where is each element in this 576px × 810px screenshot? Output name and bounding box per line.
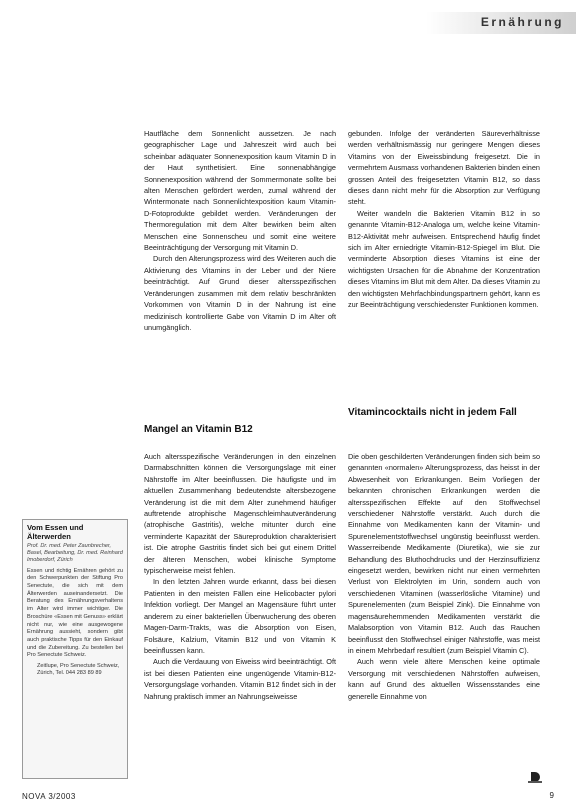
magazine-logo-icon [528, 770, 542, 784]
paragraph: Auch wenn viele ältere Menschen keine optimale Versorgung mit verschiedenen Nährstoffen aufweisen, kann auf Grund des aktuellen Wissensstandes eine generelle Einnahme von [348, 657, 540, 701]
section-tag [426, 12, 576, 34]
right-column-top [348, 128, 540, 311]
paragraph: gebunden. Infolge der veränderten Säureverhältnisse werden verhältnismässig nur geringere Mengen dieses Vitamins von der Eiweissbindung freigesetzt. Die in vermehrtem Ausmass vorhandenen Bakterien binden einen grossen Anteil des freigesetzten Vitamin B12, so dass dieses dann nicht mehr für die Absorption zur Verfügung steht. [348, 129, 540, 207]
left-column-bottom [144, 451, 336, 702]
info-box-byline: Prof. Dr. med. Peter Zaunbrecher, Basel, Bearbeitung, Dr. med. Reinhard Imoberdorf, Zürich [27, 543, 123, 564]
paragraph: Auch altersspezifische Veränderungen in den einzelnen Darmabschnitten können die Versorgungslage mit einer Nährstoffe im Alter beeinflussen. Die häufigste und im aktuellen Zusammenhang bedeutendste altersbezogene Veränderung ist die mit dem Alter zunehmend häufiger auftretende atrophische Magenschleimhautveränderung (atrophische Gastritis), welche mitunter durch eine verminderte Kapazität der Säureproduktion charakterisiert ist. Die atrophe Gastritis findet sich bei gut einem Drittel der älteren Menschen, wobei klinische Symptome typischerweise meist fehlen. [144, 452, 336, 576]
paragraph: Hautfläche dem Sonnenlicht aussetzen. Je nach geographischer Lage und Jahreszeit wird auch bei scheinbar adäquater Sonnenexposition kaum Vitamin D in der Haut synthetisiert. Eine sonnenabhängige Sonnenexposition während der Sommermonate sollte bei alten Menschen gefördert werden, zumal während der Wintermonate nach Sonnenlichtexposition kaum Vitamin-D-Fotoprodukte gebildet werden. Veränderungen der Thermoregulation mit dem Alter bewirken beim alten Menschen eine Sonnenscheu und somit eine weitere Beeinträchtigung der Versorgung mit Vitamin D. [144, 129, 336, 253]
paragraph: Weiter wandeln die Bakterien Vitamin B12 in so genannte Vitamin-B12-Analoga um, welche keine Vitamin-B12-Aktivität mehr aufweisen. Entsprechend häufig findet sich im Alter erniedrigte Vitamin-B12-Spiegel im Blut. Die verminderte Absorption dieses Vitamins ist eine der wichtigsten Ursachen für die Abnahme der Konzentration dieses Vitamins im Blut mit dem Alter. Da dieses Vitamin zu den wichtigsten Mehrfachbindungspartnern gehört, kann es zur Beeinträchtigung verschiedenster Funktionen kommen. [348, 208, 540, 310]
info-box-title: Vom Essen und Älterwerden [27, 523, 84, 541]
page-number: 9 [549, 791, 554, 800]
info-box-body: Essen und richtig Ernähren gehört zu den Schwerpunkten der Stiftung Pro Senectute, die sich mit dem Älterwerden auseinandersetzt. Die Beratung des Ernährungsverhaltens im Alter wird immer wichtiger. Die Broschüre «Essen mit Genuss» erklärt nicht nur, wie eine ausgewogene Ernährung aussieht, sondern gibt auch praktische Tipps für den Einkauf und die Zubereitung. Zu bestellen bei Pro Senectute Schweiz. [27, 567, 123, 659]
info-box [22, 519, 128, 779]
left-heading-block [144, 423, 336, 436]
right-column-bottom [348, 451, 540, 702]
issue-label: NOVA 3/2003 [22, 792, 76, 801]
section-heading: Vitamincocktails nicht in jedem Fall [348, 407, 517, 418]
section-heading: Mangel an Vitamin B12 [144, 424, 253, 435]
paragraph: In den letzten Jahren wurde erkannt, dass bei diesen Patienten in den meisten Fällen eine Helicobacter pylori Infektion vorliegt. Der Mangel an Magensäure führt unter anderem zu einer bakteriellen Überwucherung des oberen Magen-Darm-Trakts, was die Absorption von Eisen, Folsäure, Kalzium, Vitamin B12 und von Vitamin K beeinflussen kann. [144, 577, 336, 655]
paragraph: Auch die Verdauung von Eiweiss wird beeinträchtigt. Oft ist bei diesen Patienten eine ungenügende Vitamin-B12-Versorgungslage vorhanden. Vitamin B12 findet sich in der Nahrung praktisch immer an Nahrungseiweisse [144, 657, 336, 701]
paragraph: Durch den Alterungsprozess wird des Weiteren auch die Aktivierung des Vitamins in der Leber und der Niere beeinträchtigt. Auf Grund dieser altersspezifischen Veränderungen zusammen mit dem relativ beschränkten Vorkommen von Vitamin D in der Nahrung ist eine medizinisch kontrollierte Gabe von Vitamin D im Alter oft unumgänglich. [144, 254, 336, 332]
info-box-contact: Zeitlupe, Pro Senectute Schweiz, Zürich, Tel. 044 283 89 89 [37, 663, 120, 677]
paragraph: Die oben geschilderten Veränderungen finden sich beim so genannten «normalen» Alterungsprozess, das heisst in der Abwesenheit von Erkrankungen. Beim Vorliegen der bekannten chronischen Erkrankungen werden die altersspezifischen Effekte auf den Stoffwechsel verschiedener Nährstoffe verstärkt. Auch durch die Einnahme von Medikamenten kann der Vitamin- und Spurenelementstoffwechsel ungünstig beeinflusst werden. Wasserreibende Medikamente (Diuretika), wie sie zur Behandlung des Bluthochdrucks und der Herzinsuffizienz eingesetzt werden, bewirken nicht nur einen vermehrten Verlust von Elektrolyten im Urin, sondern auch von verschiedenen Vitaminen (wasserlösliche Vitamine) und Spurenelementen (zum Beispiel Zink). Die Einnahme von magensäurehemmenden Medikamenten verstärkt die Malabsorption von Vitamin B12. Auch das Rauchen beeinflusst den Stoffwechsel einiger Nährstoffe, was meist in einem Mehrbedarf resultiert (zum Beispiel Vitamin C). [348, 452, 540, 655]
right-heading-block [348, 406, 540, 419]
left-column-top [144, 128, 336, 333]
section-title: Ernährung [480, 15, 564, 29]
